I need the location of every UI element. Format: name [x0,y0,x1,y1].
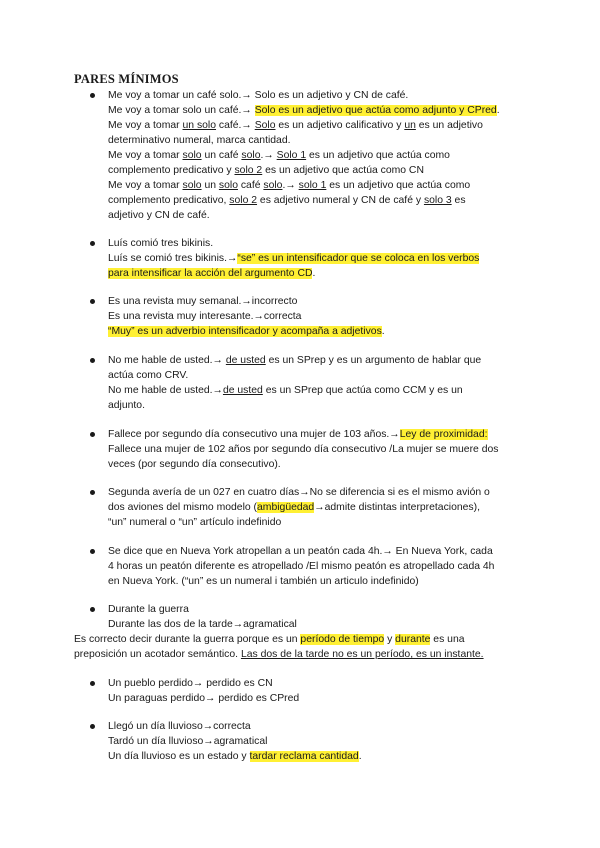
text-line [108,251,528,266]
list-item-perdido [108,676,528,706]
text-line [108,88,528,103]
text-line: Segunda avería de un 027 en cuatro días→No se diferencia si es el mismo avión o [108,487,490,498]
underlined-text: de usted [225,355,266,366]
text-line [108,266,528,281]
text-span: es un adjetivo calificativo y [275,120,405,131]
text-line [74,647,534,662]
bullet-dot [90,724,95,729]
text-span: es un adjetivo [415,120,483,131]
text-span: .→ [282,180,299,191]
bullet-dot [90,358,95,363]
text-span: y [384,634,396,645]
text-line [108,163,528,178]
text-span: determinativo numeral, marca cantidad. [108,135,291,146]
text-span: Me voy a tomar [108,150,183,161]
underlined-text: un [404,120,416,131]
text-span: . [381,326,385,337]
text-line [108,500,528,515]
text-span: No me hable de usted.→ [108,355,226,366]
underlined-text: Solo [254,120,276,131]
highlight: Solo es un adjetivo que actúa como adjunto y CPred [254,105,497,116]
text-span: Me voy a tomar solo un café.→ [108,105,255,116]
list-item-bikinis [108,236,528,281]
text-span: café [237,180,264,191]
bullet-dot [90,607,95,612]
text-line: Durante las dos de la tarde→agramatical [108,619,297,630]
list-item-fallece [108,427,528,472]
text-span: es un adjetivo que actúa como CN [262,165,424,176]
underlined-text: solo 1 [298,180,327,191]
text-line: actúa como CRV. [108,370,189,381]
text-span: No me hable de usted.→ [108,385,223,396]
text-line [108,383,528,398]
text-line [108,208,528,223]
underlined-text: solo 2 [229,195,258,206]
text-span: preposición un acotador semántico. [74,649,241,660]
bullet-dot [90,299,95,304]
text-line: Se dice que en Nueva York atropellan a un peatón cada 4h.→ En Nueva York, cada [108,546,493,557]
text-line: Fallece una mujer de 102 años por segundo día consecutivo /La mujer se muere dos [108,444,499,455]
text-span: complemento predicativo, [108,195,230,206]
text-line: veces (por segundo día consecutivo). [108,459,281,470]
text-line: adjunto. [108,400,145,411]
highlight: tardar reclama cantidad [249,751,359,762]
text-span: un [201,180,219,191]
underlined-text: solo [182,150,202,161]
text-line [108,749,528,764]
list-item-averia [108,485,528,530]
text-line: 4 horas un peatón diferente es atropellado /El mismo peatón es atropellado cada 4h [108,561,495,572]
text-line [108,148,528,163]
underlined-text: Solo 1 [276,150,307,161]
text-line [74,632,534,647]
bullet-dot [90,681,95,686]
text-span: dos aviones del mismo modelo ( [108,502,258,513]
underlined-text: solo [241,150,261,161]
text-span: es adjetivo numeral y CN de café y [257,195,424,206]
underlined-text: solo 2 [234,165,263,176]
list-item-lluvioso [108,719,528,764]
text-span: →admite distintas interpretaciones), [314,502,480,513]
text-line [108,427,528,442]
text-span: Me voy a tomar [108,180,183,191]
paragraph-durante [74,632,534,662]
text-line [108,193,528,208]
bullet-dot [90,241,95,246]
text-span: Me voy a tomar un café solo.→ Solo es un adjetivo y CN de café. [108,90,409,101]
bullet-dot [90,93,95,98]
text-line: Luís comió tres bikinis. [108,238,214,249]
text-line: Un pueblo perdido→ perdido es CN [108,678,273,689]
highlight: “se” es un intensificador que se coloca en los verbos [237,253,480,264]
text-line: Llegó un día lluvioso→correcta [108,721,251,732]
list-item-durante [108,602,528,632]
text-span: Un día lluvioso es un estado y [108,751,250,762]
text-line [108,133,528,148]
text-line [108,353,528,368]
list-item-solo [108,88,528,223]
list-item-usted [108,353,528,413]
text-span: . [312,268,316,279]
text-line: Un paraguas perdido→ perdido es CPred [108,693,300,704]
list-item-revista [108,294,528,339]
text-span: es un SPrep que actúa como CCM y es un [262,385,463,396]
text-span: es un adjetivo que actúa como [326,180,471,191]
list-item-nueva-york [108,544,528,589]
text-line [108,178,528,193]
text-span: . [496,105,500,116]
text-span: Luís se comió tres bikinis.→ [108,253,238,264]
text-span: .→ [260,150,277,161]
underlined-text: Las dos de la tarde no es un período, es un instante. [240,649,484,660]
underlined-text: solo [182,180,202,191]
text-line: Tardó un día lluvioso→agramatical [108,736,268,747]
text-span: es una [430,634,465,645]
text-line: Es una revista muy semanal.→incorrecto [108,296,298,307]
highlight: ambigüedad [257,502,315,513]
text-span: Fallece por segundo día consecutivo una mujer de 103 años.→ [108,429,400,440]
bullet-dot [90,432,95,437]
text-span: un café [201,150,242,161]
highlight: “Muy” es un adverbio intensificador y acompaña a adjetivos [108,326,382,337]
underlined-text: de usted [222,385,263,396]
text-line [108,103,528,118]
text-span: . [358,751,362,762]
text-line [108,324,528,339]
highlight: durante [395,634,431,645]
text-span: complemento predicativo y [108,165,235,176]
underlined-text: solo 3 [423,195,452,206]
highlight: para intensificar la acción del argumento CD [108,268,313,279]
page-title: PARES MÍNIMOS [74,72,179,86]
text-span: es un adjetivo que actúa como [306,150,450,161]
underlined-text: solo [263,180,283,191]
text-span: adjetivo y CN de café. [108,210,210,221]
highlight: Ley de proximidad: [399,429,488,440]
text-span: es [451,195,466,206]
bullet-dot [90,549,95,554]
underlined-text: un solo [182,120,217,131]
text-span: Es correcto decir durante la guerra porque es un [74,634,301,645]
text-line: Durante la guerra [108,604,189,615]
bullet-dot [90,490,95,495]
text-span: Me voy a tomar [108,120,183,131]
text-line: en Nueva York. (“un” es un numeral i también un articulo indefinido) [108,576,419,587]
text-span: es un SPrep y es un argumento de hablar que [265,355,482,366]
text-span: café.→ [216,120,255,131]
text-line [108,118,528,133]
text-line: Es una revista muy interesante.→correcta [108,311,302,322]
highlight: período de tiempo [300,634,385,645]
text-line: “un” numeral o “un” artículo indefinido [108,517,282,528]
underlined-text: solo [218,180,238,191]
